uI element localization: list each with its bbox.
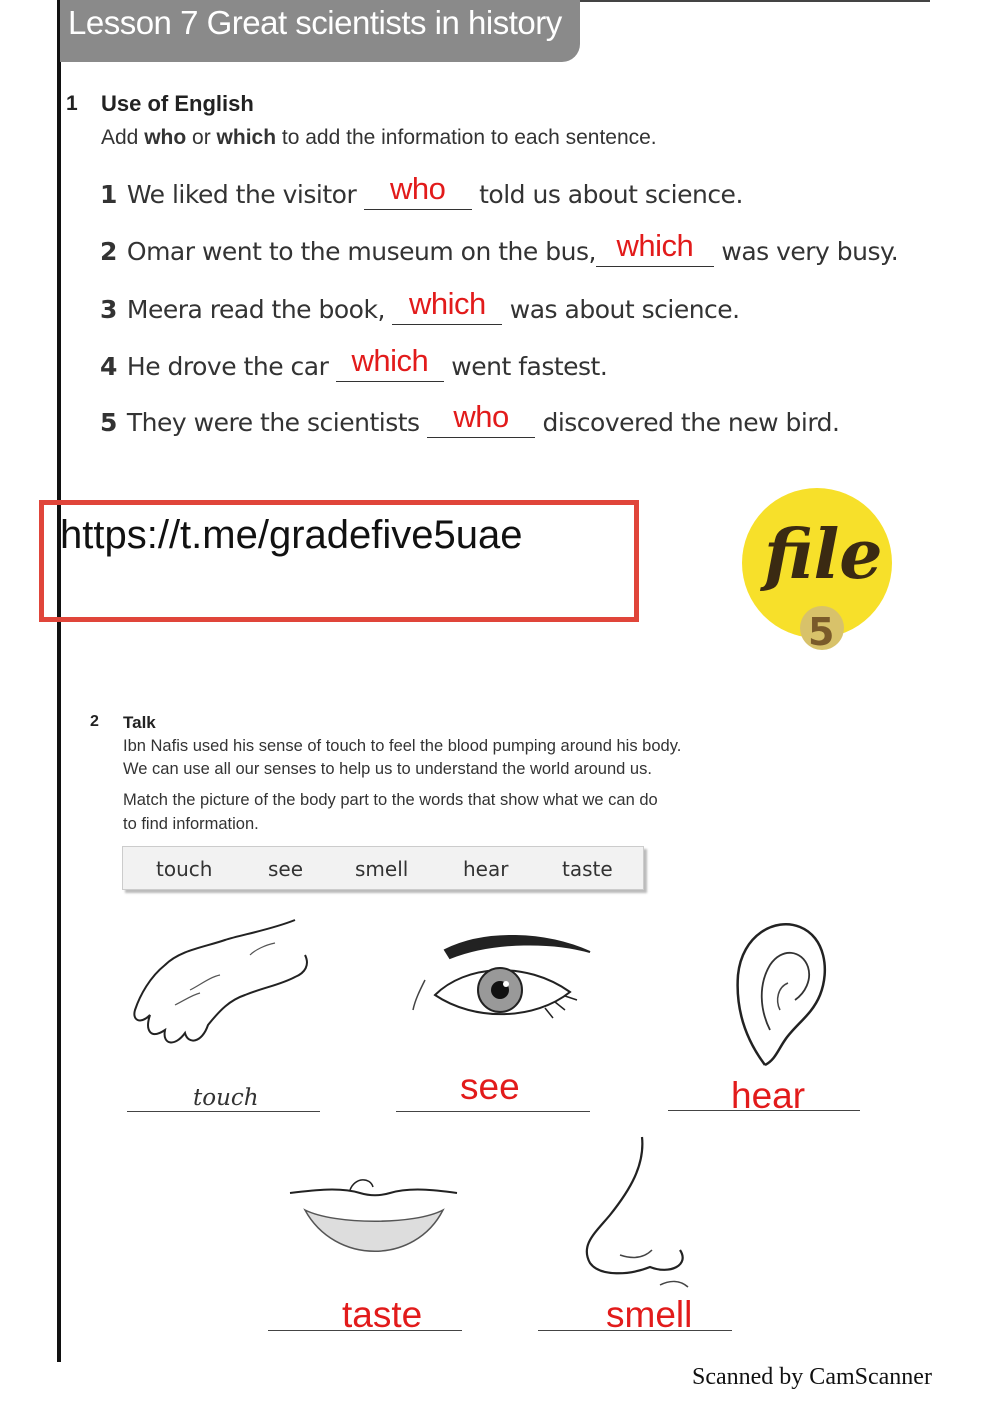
answer-text: who (453, 399, 509, 434)
answer-blank[interactable] (392, 286, 502, 325)
answer-hand: touch (193, 1085, 259, 1111)
page-margin-line (57, 0, 61, 1362)
sentence-4: 4 He drove the car which went fastest. (100, 343, 608, 381)
answer-line-hand[interactable] (127, 1111, 320, 1112)
answer-line-eye[interactable] (396, 1111, 590, 1112)
logo-text: file (764, 515, 883, 595)
answer-text: which (616, 228, 694, 263)
lesson-title: Lesson 7 Great scientists in history (68, 4, 562, 41)
word-bank-item: taste (562, 857, 613, 881)
nose-picture (580, 1135, 710, 1295)
sentence-5: 5 They were the scientists who discovered the new bird. (100, 399, 840, 437)
talk-instruction-line: Match the picture of the body part to the words that show what we can do (123, 791, 658, 809)
answer-blank[interactable] (336, 343, 444, 382)
top-border-line (580, 0, 930, 2)
answer-text: which (351, 343, 429, 378)
answer-mouth: taste (342, 1294, 423, 1335)
hand-picture (130, 915, 330, 1055)
talk-paragraph-line: We can use all our senses to help us to understand the world around us. (123, 760, 652, 778)
answer-text: which (408, 286, 486, 321)
scanner-footer: Scanned by CamScanner (692, 1364, 932, 1390)
answer-blank[interactable] (427, 399, 535, 438)
answer-blank[interactable] (596, 228, 714, 267)
eye-picture (405, 930, 600, 1040)
sentence-1: 1 We liked the visitor who told us about science. (100, 171, 743, 209)
talk-instruction-line: to find information. (123, 815, 259, 833)
answer-eye: see (460, 1066, 520, 1107)
sentence-3: 3 Meera read the book, which was about science. (100, 286, 740, 324)
section2-number: 2 (90, 713, 99, 730)
section-instruction: Add who or which to add the information to each sentence. (101, 126, 657, 149)
section-number: 1 (66, 92, 78, 115)
mouth-picture (285, 1175, 460, 1275)
telegram-link[interactable]: https://t.me/gradefive5uae (60, 513, 523, 557)
word-bank-item: touch (156, 857, 213, 881)
word-bank-item: hear (463, 857, 509, 881)
answer-nose: smell (606, 1294, 693, 1335)
answer-text: who (389, 171, 446, 206)
sentence-2: 2 Omar went to the museum on the bus, which was very busy. (100, 228, 899, 266)
section-title: Use of English (101, 91, 254, 116)
ear-picture (730, 915, 840, 1075)
word-bank-item: smell (355, 857, 409, 881)
file5-logo (742, 488, 892, 654)
answer-blank[interactable] (364, 171, 472, 210)
word-bank-item: see (268, 857, 304, 881)
logo-number: 5 (808, 610, 835, 654)
talk-paragraph-line: Ibn Nafis used his sense of touch to feel the blood pumping around his body. (123, 737, 682, 755)
answer-ear: hear (731, 1075, 806, 1116)
section2-title: Talk (123, 713, 156, 732)
